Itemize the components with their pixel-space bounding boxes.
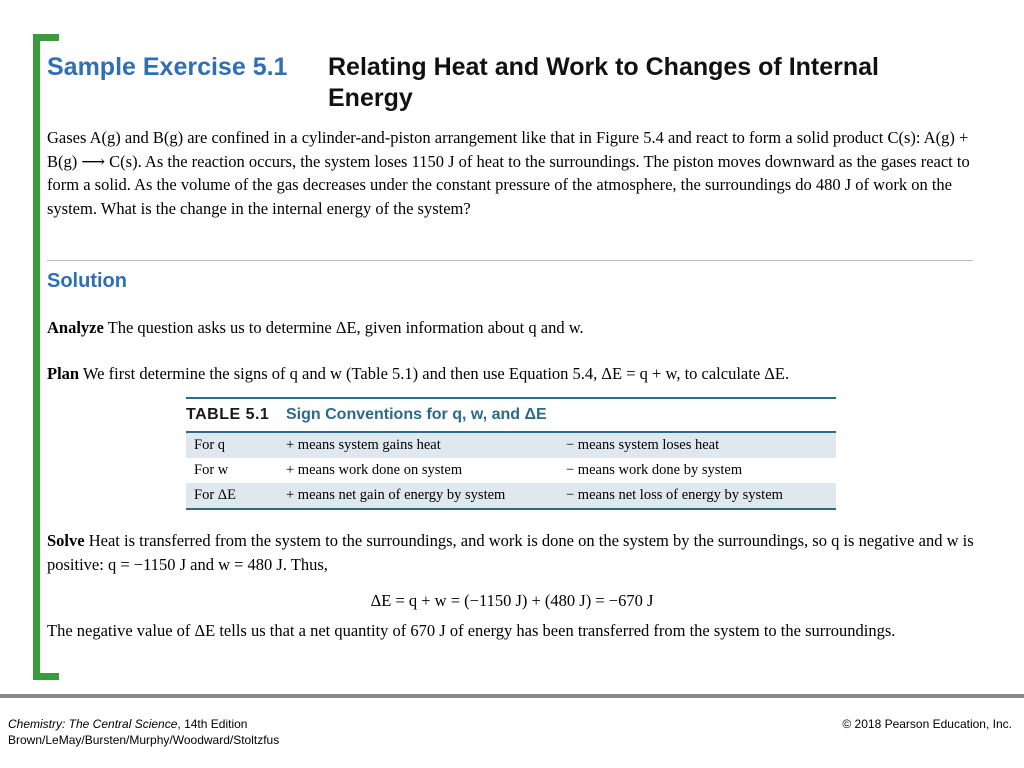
row-plus: + means system gains heat bbox=[286, 437, 441, 453]
analyze-label: Analyze bbox=[47, 318, 104, 337]
table-row bbox=[186, 483, 836, 508]
energy-equation: ΔE = q + w = (−1150 J) + (480 J) = −670 J bbox=[370, 591, 654, 610]
green-bracket-decoration bbox=[33, 34, 40, 680]
divider bbox=[47, 260, 973, 261]
exercise-title: Relating Heat and Work to Changes of Internal Energy bbox=[328, 53, 879, 112]
problem-statement: Gases A(g) and B(g) are confined in a cylinder-and-piston arrangement like that in Figure 5.4 and react to form a solid product C(s): A(g) + B(g) ⟶ C(s). As the reaction occurs, the system loses 1150 J of heat to the surroundings. The piston moves downward as the gases react to form a solid. As the volume of the gas decreases under the constant pressure of the atmosphere, the surroundings do 480 J of work on the system. What is the change in the internal energy of the system? bbox=[47, 128, 970, 218]
row-minus: − means work done by system bbox=[566, 462, 743, 478]
book-title: Chemistry: The Central Science bbox=[8, 717, 178, 731]
plan-label: Plan bbox=[47, 364, 80, 383]
solution-heading: Solution bbox=[47, 270, 127, 292]
footer-copyright: © 2018 Pearson Education, Inc. bbox=[842, 717, 1012, 731]
table-title: Sign Conventions for q, w, and ΔE bbox=[286, 406, 547, 423]
solve-text: Heat is transferred from the system to the surroundings, and work is done on the system by the surroundings, so q is negative and w is positive: q = −1150 J and w = 480 J. Thus, bbox=[47, 531, 974, 574]
row-minus: − means net loss of energy by system bbox=[566, 487, 783, 503]
analyze-paragraph bbox=[47, 316, 977, 340]
plan-paragraph bbox=[47, 362, 977, 386]
table-row bbox=[186, 458, 836, 483]
row-plus: + means work done on system bbox=[286, 462, 463, 478]
footer-authors: Brown/LeMay/Bursten/Murphy/Woodward/Stoltzfus bbox=[8, 733, 280, 747]
plan-text: We first determine the signs of q and w (Table 5.1) and then use Equation 5.4, ΔE = q + w, to calculate ΔE. bbox=[79, 364, 790, 383]
footer-divider bbox=[0, 694, 1024, 698]
table-body bbox=[186, 431, 836, 510]
book-edition: , 14th Edition bbox=[177, 717, 248, 731]
sign-conventions-table bbox=[186, 397, 836, 510]
table-row bbox=[186, 433, 836, 458]
row-minus: − means system loses heat bbox=[566, 437, 720, 453]
row-plus: + means net gain of energy by system bbox=[286, 487, 506, 503]
row-label: For ΔE bbox=[194, 487, 236, 503]
analyze-text: The question asks us to determine ΔE, given information about q and w. bbox=[103, 318, 584, 337]
table-header bbox=[186, 399, 836, 431]
solve-label: Solve bbox=[47, 531, 85, 550]
row-label: For q bbox=[194, 437, 226, 453]
footer-book-info bbox=[8, 717, 247, 731]
row-label: For w bbox=[194, 462, 229, 478]
solve-paragraph bbox=[47, 529, 977, 576]
conclusion-paragraph: The negative value of ΔE tells us that a net quantity of 670 J of energy has been transferred from the system to the surroundings. bbox=[47, 621, 896, 640]
exercise-number: Sample Exercise 5.1 bbox=[47, 53, 288, 81]
table-number: TABLE 5.1 bbox=[186, 406, 270, 423]
